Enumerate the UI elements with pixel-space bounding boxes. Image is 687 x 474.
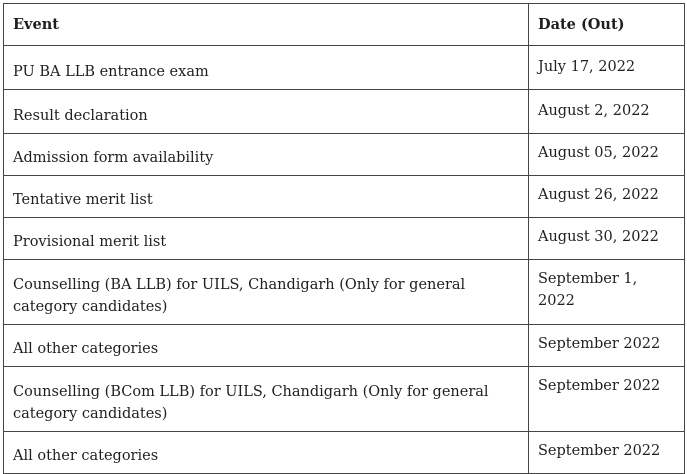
event-cell: Counselling (BA LLB) for UILS, Chandigarh (Only for general category candidates) xyxy=(4,260,529,325)
table-row xyxy=(4,325,685,367)
table-row xyxy=(4,134,685,176)
event-cell: Tentative merit list xyxy=(4,176,529,218)
table-row xyxy=(4,176,685,218)
events-table xyxy=(3,3,685,474)
date-cell: August 05, 2022 xyxy=(529,134,685,176)
table-body xyxy=(4,46,685,474)
event-cell: All other categories xyxy=(4,325,529,367)
table-row xyxy=(4,367,685,432)
table-row xyxy=(4,260,685,325)
date-cell: September 2022 xyxy=(529,432,685,474)
date-cell: September 2022 xyxy=(529,367,685,432)
date-cell: September 2022 xyxy=(529,325,685,367)
date-cell: August 2, 2022 xyxy=(529,90,685,134)
table-row xyxy=(4,90,685,134)
date-cell: August 30, 2022 xyxy=(529,218,685,260)
event-cell: All other categories xyxy=(4,432,529,474)
header-row xyxy=(4,4,685,46)
table-row xyxy=(4,432,685,474)
table-row xyxy=(4,218,685,260)
event-cell: Counselling (BCom LLB) for UILS, Chandigarh (Only for general category candidates) xyxy=(4,367,529,432)
date-cell: September 1, 2022 xyxy=(529,260,685,325)
table-header xyxy=(4,4,685,46)
date-cell: July 17, 2022 xyxy=(529,46,685,90)
event-cell: Result declaration xyxy=(4,90,529,134)
event-cell: Admission form availability xyxy=(4,134,529,176)
table-row xyxy=(4,46,685,90)
event-cell: Provisional merit list xyxy=(4,218,529,260)
header-date: Date (Out) xyxy=(529,4,685,46)
header-event: Event xyxy=(4,4,529,46)
event-cell: PU BA LLB entrance exam xyxy=(4,46,529,90)
date-cell: August 26, 2022 xyxy=(529,176,685,218)
